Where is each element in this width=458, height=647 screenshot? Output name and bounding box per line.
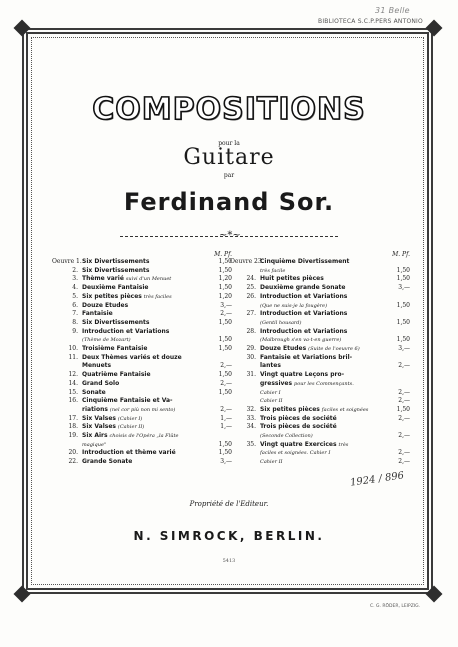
- price: 1,50: [218, 371, 232, 379]
- price: 1,20: [218, 275, 232, 283]
- price: [390, 328, 410, 337]
- instrument-title: Guitare: [183, 145, 275, 170]
- opus-number: 22.: [68, 458, 78, 466]
- opus-number: [52, 441, 82, 450]
- opus-number: 25.: [246, 284, 256, 292]
- work-title: Huit petites pièces: [260, 275, 324, 283]
- opus-number: [230, 267, 260, 276]
- work-note: très: [338, 441, 349, 448]
- price-header: M. Pf.: [392, 251, 410, 258]
- opus-number: 15.: [68, 388, 78, 396]
- price: [390, 293, 410, 302]
- price: 2,—: [398, 414, 410, 422]
- entry-text: [82, 362, 212, 371]
- opus-number: 9.: [72, 327, 78, 335]
- work-title: Deux Thèmes variés et douze: [82, 353, 182, 361]
- catalog-entry: [52, 458, 232, 467]
- price-header: M. Pf.: [214, 251, 232, 258]
- price: 2,—: [220, 405, 232, 413]
- work-note: (Seconde Collection): [260, 433, 313, 440]
- catalog-entry: [52, 406, 232, 415]
- work-title: riations: [82, 405, 108, 413]
- work-note: (Cahier II): [117, 424, 145, 431]
- entry-text: [82, 423, 212, 432]
- price: 1,50: [218, 266, 232, 274]
- catalog-entry: [52, 380, 232, 389]
- price: 2,—: [220, 379, 232, 387]
- opus-number: 10.: [68, 345, 78, 353]
- catalog-entry: [230, 362, 410, 371]
- catalog-entry: [230, 380, 410, 389]
- opus-number: 14.: [68, 379, 78, 387]
- divider-ornament: ~*~: [219, 230, 241, 241]
- entry-text: [82, 397, 212, 406]
- catalog-entry: [52, 449, 232, 458]
- entry-text: [260, 302, 390, 311]
- price: 2,—: [220, 362, 232, 370]
- catalog-entry: [52, 310, 232, 319]
- catalog-entry: [52, 354, 232, 363]
- price: 1,50: [218, 440, 232, 448]
- entry-text: [82, 441, 212, 450]
- work-title: Six Divertissements: [82, 318, 150, 326]
- work-note: pour les Commençants.: [294, 380, 354, 387]
- catalog-entry: [52, 275, 232, 284]
- opus-number: [230, 302, 260, 311]
- opus-number: [52, 336, 82, 345]
- work-note: faciles et soignées: [321, 406, 369, 413]
- opus-number: [230, 458, 260, 467]
- work-note: choisis de l'Opéra „la Flûte: [109, 433, 179, 440]
- entry-text: [82, 415, 212, 424]
- catalog-right-column: [230, 251, 410, 467]
- opus-number: 26.: [246, 292, 256, 300]
- price: 1,—: [220, 423, 232, 431]
- price: [212, 354, 232, 363]
- entry-text: [82, 389, 212, 398]
- work-note: (Suite de l'oeuvre 6): [308, 346, 360, 353]
- work-title: Troisième Fantaisie: [82, 345, 148, 353]
- work-title: Grande Sonate: [82, 458, 133, 466]
- entry-text: [260, 458, 390, 467]
- catalog-entry: [52, 371, 232, 380]
- catalog-entry: [52, 441, 232, 450]
- price: 1,50: [218, 449, 232, 457]
- catalog-entry: [52, 302, 232, 311]
- catalog-entry: [230, 302, 410, 311]
- catalog-entry: [230, 458, 410, 467]
- price: 3,—: [220, 458, 232, 466]
- price: 2,—: [398, 362, 410, 370]
- catalog-entry: [52, 397, 232, 406]
- work-note: très faciles: [143, 293, 172, 300]
- price: 1,50: [218, 388, 232, 396]
- entry-text: [82, 380, 212, 389]
- entry-text: [82, 319, 212, 328]
- opus-number: 34.: [246, 423, 256, 431]
- price: 2,—: [398, 432, 410, 440]
- entry-text: [82, 449, 212, 458]
- opus-number: 7.: [72, 310, 78, 318]
- opus-number: 2.: [72, 266, 78, 274]
- entry-text: [260, 293, 390, 302]
- work-note: Cahier II: [260, 459, 283, 466]
- entry-text: [82, 345, 212, 354]
- publisher-label: Propriété de l'Editeur.: [189, 500, 269, 508]
- price: 1,50: [218, 318, 232, 326]
- entry-text: [82, 354, 212, 363]
- opus-number: 4.: [72, 284, 78, 292]
- price: 1,50: [396, 336, 410, 344]
- catalog-entry: [230, 449, 410, 458]
- entry-text: [260, 441, 390, 450]
- price: 2,—: [398, 397, 410, 405]
- catalog-entry: [52, 328, 232, 337]
- catalog-entry: [230, 423, 410, 432]
- work-title: Trois pièces de société: [260, 423, 337, 431]
- price: 1,50: [396, 301, 410, 309]
- opus-number: [230, 362, 260, 371]
- opus-number: 28.: [246, 327, 256, 335]
- entry-text: [260, 275, 390, 284]
- opus-number: 6.: [72, 301, 78, 309]
- catalog-entry: [230, 406, 410, 415]
- entry-text: [260, 389, 390, 398]
- catalog-entry: [230, 275, 410, 284]
- entry-text: [82, 302, 212, 311]
- composer-name: Ferdinand Sor.: [123, 188, 335, 216]
- opus-number: 19.: [68, 432, 78, 440]
- catalog-entry: [230, 293, 410, 302]
- work-title: Vingt quatre Leçons pro-: [260, 371, 345, 379]
- entry-text: [260, 354, 390, 363]
- work-title: Six petites pièces: [260, 405, 320, 413]
- work-title: Vingt quatre Exercices: [260, 440, 337, 448]
- catalog-entry: [52, 336, 232, 345]
- entry-text: [82, 267, 212, 276]
- work-title: Grand Solo: [82, 379, 120, 387]
- catalog-entry: [230, 319, 410, 328]
- work-note: magique": [82, 441, 107, 448]
- entry-text: [260, 319, 390, 328]
- opus-number: [230, 397, 260, 406]
- catalog-entry: [230, 389, 410, 398]
- opus-number: 31.: [246, 371, 256, 379]
- entry-text: [260, 406, 390, 415]
- price: 3,—: [220, 301, 232, 309]
- price: 1,50: [396, 405, 410, 413]
- work-title: Menuets: [82, 362, 112, 370]
- catalog-entry: [52, 267, 232, 276]
- catalog-entry: [230, 432, 410, 441]
- work-note: (Cahier I): [117, 415, 143, 422]
- price: 2,—: [220, 310, 232, 318]
- opus-number: [230, 432, 260, 441]
- price: 1,20: [218, 292, 232, 300]
- work-note: (Thème de Mozart): [82, 337, 131, 344]
- opus-number: Oeuvre 23.: [230, 258, 264, 265]
- entry-text: [82, 406, 212, 415]
- opus-number: 16.: [68, 397, 78, 405]
- opus-number: 27.: [246, 310, 256, 318]
- library-stamp: BIBLIOTECA S.C.P.PERS ANTONIO: [318, 18, 423, 25]
- work-title: Introduction et Variations: [82, 327, 170, 335]
- opus-number: 12.: [68, 371, 78, 379]
- opus-number: 30.: [246, 353, 256, 361]
- opus-number: [52, 406, 82, 415]
- catalog-entry: [230, 284, 410, 293]
- catalog-entry: [52, 258, 232, 267]
- work-note: (Malbrough s'en va-t-en guerre): [260, 337, 342, 344]
- work-title: Fantaisie: [82, 310, 113, 318]
- opus-number: [230, 389, 260, 398]
- entry-text: [82, 293, 212, 302]
- opus-number: 32.: [246, 405, 256, 413]
- publisher-name: N. SIMROCK, BERLIN.: [133, 529, 325, 543]
- work-title: Trois pièces de société: [260, 414, 337, 422]
- work-title: Introduction et Variations: [260, 310, 348, 318]
- catalog-entry: [52, 319, 232, 328]
- entry-text: [82, 258, 212, 267]
- opus-number: 35.: [246, 440, 256, 448]
- catalog-entry: [230, 415, 410, 424]
- entry-text: [260, 336, 390, 345]
- work-title: Six Valses: [82, 414, 116, 422]
- price: [212, 397, 232, 406]
- opus-number: 17.: [68, 414, 78, 422]
- entry-text: [260, 371, 390, 380]
- opus-number: [52, 362, 82, 371]
- entry-text: [260, 284, 390, 293]
- catalog-entry: [230, 328, 410, 337]
- opus-number: Oeuvre 1.: [52, 258, 82, 265]
- price: [390, 380, 410, 389]
- catalog-entry: [230, 354, 410, 363]
- catalog-entry: [52, 432, 232, 441]
- entry-text: [82, 310, 212, 319]
- entry-text: [82, 336, 212, 345]
- price: 2,—: [398, 458, 410, 466]
- catalog-entry: [52, 284, 232, 293]
- price: [212, 432, 232, 441]
- entry-text: [260, 310, 390, 319]
- subtitle-par: par: [223, 172, 235, 179]
- price: [390, 423, 410, 432]
- work-title: Douze Etudes: [260, 345, 307, 353]
- opus-number: 3.: [72, 275, 78, 283]
- plate-number: 5413: [222, 558, 236, 564]
- work-title: Thème varié: [82, 275, 124, 283]
- catalog-left-column: [52, 251, 232, 467]
- opus-number: [230, 336, 260, 345]
- entry-text: [82, 371, 212, 380]
- entry-text: [82, 284, 212, 293]
- work-note: Cahier I: [260, 389, 281, 396]
- price: [212, 328, 232, 337]
- work-title: Six petites pièces: [82, 292, 142, 300]
- price: 1,50: [396, 318, 410, 326]
- catalog-entry: [52, 293, 232, 302]
- entry-text: [82, 328, 212, 337]
- catalog-entry: [52, 389, 232, 398]
- catalog-entry: [230, 371, 410, 380]
- page-title: COMPOSITIONS: [92, 92, 366, 127]
- work-title: Six Airs: [82, 432, 108, 440]
- work-note: (Que ne suis-je la fougère): [260, 302, 328, 309]
- entry-text: [82, 458, 212, 467]
- price: 3,—: [398, 345, 410, 353]
- opus-number: 11.: [68, 353, 78, 361]
- work-note: suivi d'un Menuet: [125, 276, 172, 283]
- opus-number: 8.: [72, 318, 78, 326]
- price: 1,50: [218, 284, 232, 292]
- opus-number: 33.: [246, 414, 256, 422]
- work-note: faciles et soignées. Cahier I: [260, 450, 331, 457]
- entry-text: [260, 449, 390, 458]
- price: 1,50: [218, 336, 232, 344]
- work-title: Cinquième Divertissement: [260, 258, 350, 265]
- work-title: Sonate: [82, 388, 106, 396]
- entry-text: [260, 362, 390, 371]
- catalog-entry: [52, 345, 232, 354]
- entry-text: [260, 432, 390, 441]
- work-title: Cinquième Fantaisie et Va-: [82, 397, 173, 405]
- opus-number: 18.: [68, 423, 78, 431]
- price: [390, 258, 410, 267]
- handwritten-note: 1924 / 896: [349, 470, 405, 489]
- price: [390, 441, 410, 450]
- subtitle-pour: pour la: [218, 140, 240, 147]
- entry-text: [260, 380, 390, 389]
- work-title: Six Divertissements: [82, 266, 150, 274]
- opus-number: 20.: [68, 449, 78, 457]
- catalog-entry: [230, 441, 410, 450]
- opus-number: 24.: [246, 275, 256, 283]
- work-title: Deuxième Fantaisie: [82, 284, 149, 292]
- price: 1,50: [218, 345, 232, 353]
- price: 1,—: [220, 414, 232, 422]
- work-note: (Gentil housard): [260, 319, 302, 326]
- opus-number: [230, 319, 260, 328]
- opus-number: 29.: [246, 345, 256, 353]
- entry-text: [260, 423, 390, 432]
- price: [390, 354, 410, 363]
- catalog-entry: [230, 258, 410, 267]
- work-note: (nel cor più non mi sento): [109, 406, 176, 413]
- catalog-entry: [230, 267, 410, 276]
- opus-number: [230, 449, 260, 458]
- catalog-entry: [230, 397, 410, 406]
- catalog-entry: [230, 310, 410, 319]
- work-title: Introduction et thème varié: [82, 449, 176, 457]
- work-title: Douze Etudes: [82, 301, 129, 309]
- work-title: Six Valses: [82, 423, 116, 431]
- opus-number: [230, 380, 260, 389]
- opus-number: 5.: [72, 292, 78, 300]
- catalog-entry: [230, 336, 410, 345]
- work-title: lantes: [260, 362, 281, 370]
- work-title: Deuxième grande Sonate: [260, 284, 346, 292]
- price: 1,50: [396, 266, 410, 274]
- pencil-annotation: 31 Belle: [375, 6, 410, 15]
- catalog-entry: [52, 415, 232, 424]
- work-title: Introduction et Variations: [260, 292, 348, 300]
- entry-text: [82, 432, 212, 441]
- work-note: Cahier II: [260, 398, 283, 405]
- price: 3,—: [398, 284, 410, 292]
- entry-text: [260, 267, 390, 276]
- entry-text: [82, 275, 212, 284]
- entry-text: [260, 328, 390, 337]
- entry-text: [260, 258, 390, 267]
- catalog-entry: [52, 423, 232, 432]
- price: [390, 371, 410, 380]
- work-title: Six Divertissements: [82, 258, 150, 265]
- price: 2,—: [398, 449, 410, 457]
- catalog-entry: [52, 362, 232, 371]
- catalog-entry: [230, 345, 410, 354]
- work-title: Fantaisie et Variations bril-: [260, 353, 353, 361]
- work-title: Quatrième Fantaisie: [82, 371, 151, 379]
- entry-text: [260, 397, 390, 406]
- entry-text: [260, 345, 390, 354]
- work-note: très facile: [260, 267, 286, 274]
- price: [390, 310, 410, 319]
- work-title: Introduction et Variations: [260, 327, 348, 335]
- price: 2,—: [398, 388, 410, 396]
- price: 1,50: [396, 275, 410, 283]
- work-title: gressives: [260, 379, 293, 387]
- printer-credit: C. G. RÖDER, LEIPZIG.: [370, 604, 421, 609]
- entry-text: [260, 415, 390, 424]
- price: 1,50: [218, 258, 232, 265]
